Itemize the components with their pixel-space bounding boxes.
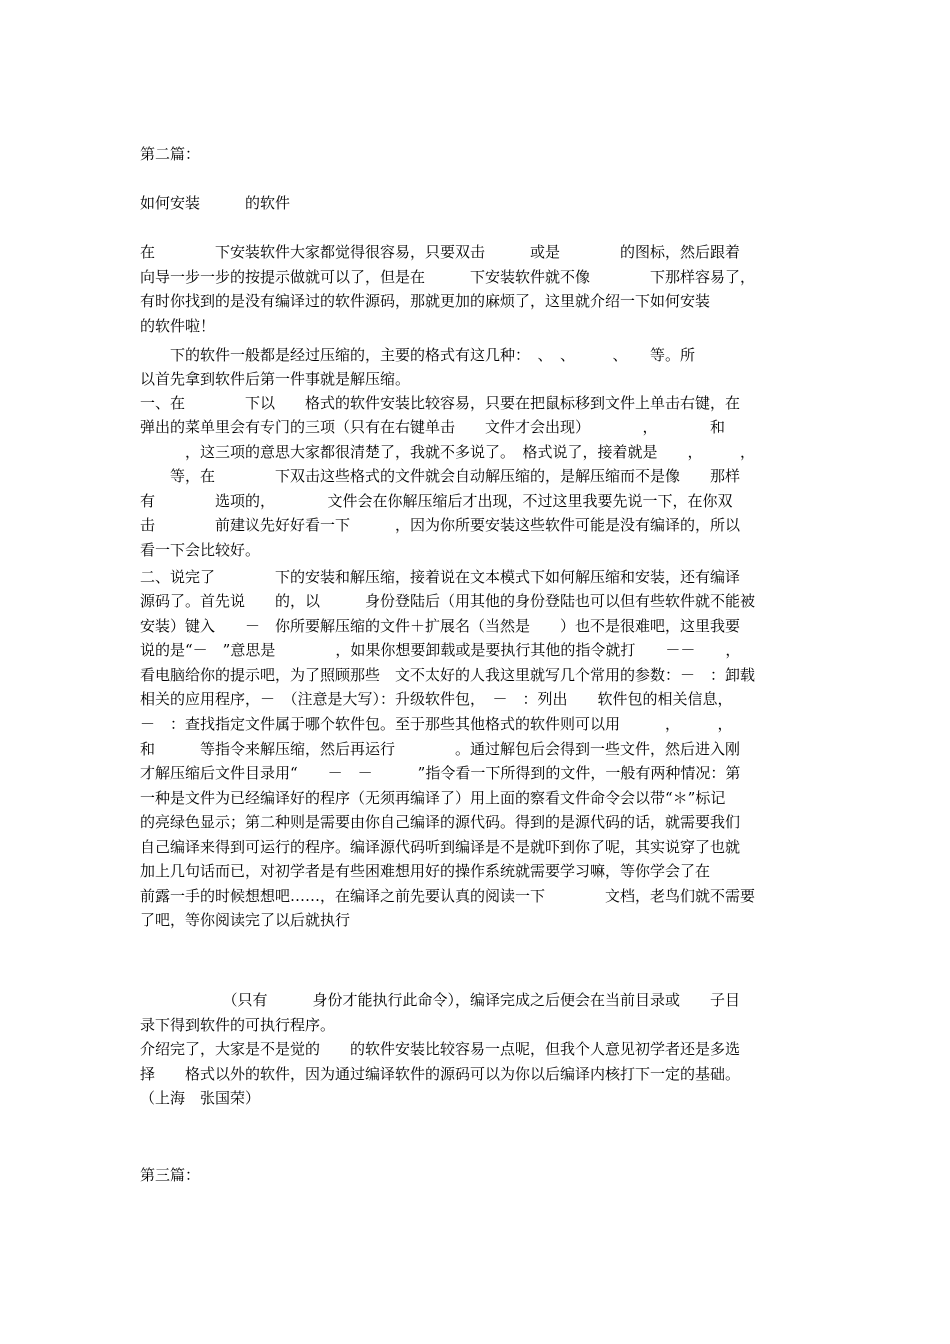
paragraph-line: 和 等指令来解压缩，然后再运行 。通过解包后会得到一些文件，然后进入刚 (140, 740, 741, 758)
paragraph-line: 介绍完了，大家是不是觉的 的软件安装比较容易一点呢，但我个人意见初学者还是多选 (140, 1040, 741, 1058)
paragraph-line: 弹出的菜单里会有专门的三项（只有在右键单击 文件才会出现） ， 和 (140, 418, 726, 436)
paragraph-line: ，这三项的意思大家都很清楚了，我就不多说了。 格式说了，接着就是 ， ， (140, 443, 756, 461)
paragraph-line: （上海 张国荣） (140, 1089, 261, 1107)
paragraph-line: 等，在 下双击这些格式的文件就会自动解压缩的，是解压缩而不是像 那样 (140, 467, 741, 485)
paragraph-line: 击 前建议先好好看一下 ，因为你所要安装这些软件可能是没有编译的，所以 (140, 516, 741, 534)
paragraph-line: － ：查找指定文件属于哪个软件包。至于那些其他格式的软件则可以用 ， ， (140, 715, 733, 733)
paragraph-line: （只有 身份才能执行此命令），编译完成之后便会在当前目录或 子目 (140, 991, 741, 1009)
section-heading-part2: 第二篇： (140, 145, 201, 163)
paragraph-line: 看一下会比较好。 (140, 541, 261, 559)
paragraph-line: 的亮绿色显示；第二种则是需要由你自己编译的源代码。得到的是源代码的话，就需要我们 (140, 813, 741, 831)
paragraph-line: 择 格式以外的软件，因为通过编译软件的源码可以为你以后编译内核打下一定的基础。 (140, 1065, 741, 1083)
paragraph-line: 才解压缩后文件目录用“ － － ”指令看一下所得到的文件，一般有两种情况：第 (140, 764, 741, 782)
paragraph-line: 说的是“－ ”意思是 ，如果你想要卸载或是要执行其他的指令就打 －－ ， (140, 641, 741, 659)
paragraph-line: 有 选项的， 文件会在你解压缩后才出现，不过这里我要先说一下，在你双 (140, 492, 733, 510)
paragraph-line: 看电脑给你的提示吧，为了照顾那些 文不太好的人我这里就写几个常用的参数：－ ：卸载 (140, 666, 756, 684)
paragraph-line: 有时你找到的是没有编译过的软件源码，那就更加的麻烦了，这里就介绍一下如何安装 (140, 292, 711, 310)
paragraph-line: 加上几句话而已，对初学者是有些困难想用好的操作系统就需要学习嘛，等你学会了在 (140, 862, 711, 880)
article-title: 如何安装 的软件 (140, 194, 291, 212)
paragraph-line: 录下得到软件的可执行程序。 (140, 1016, 336, 1034)
paragraph-line: 二、说完了 下的安装和解压缩，接着说在文本模式下如何解压缩和安装，还有编译 (140, 568, 741, 586)
paragraph-line: 的软件啦！ (140, 317, 216, 335)
paragraph-line: 一种是文件为已经编译好的程序（无须再编译了）用上面的察看文件命令会以带“＊”标记 (140, 789, 726, 807)
paragraph-line: 了吧，等你阅读完了以后就执行 (140, 911, 351, 929)
paragraph-line: 安装）键入 － 你所要解压缩的文件＋扩展名（当然是 ）也不是很难吧，这里我要 (140, 617, 741, 635)
paragraph-line: 向导一步一步的按提示做就可以了，但是在 下安装软件就不像 下那样容易了， (140, 268, 756, 286)
paragraph-line: 自己编译来得到可运行的程序。编译源代码听到编译是不是就吓到你了呢，其实说穿了也就 (140, 838, 741, 856)
paragraph-line: 前露一手的时候想想吧……，在编译之前先要认真的阅读一下 文档，老鸟们就不需要 (140, 887, 756, 905)
paragraph-line: 在 下安装软件大家都觉得很容易，只要双击 或是 的图标，然后跟着 (140, 243, 741, 261)
paragraph-line: 相关的应用程序，－ （注意是大写）：升级软件包， － ：列出 软件包的相关信息， (140, 690, 733, 708)
paragraph-line: 源码了。首先说 的，以 身份登陆后（用其他的身份登陆也可以但有些软件就不能被 (140, 592, 756, 610)
paragraph-line: 以首先拿到软件后第一件事就是解压缩。 (140, 370, 411, 388)
paragraph-line: 一、在 下以 格式的软件安装比较容易，只要在把鼠标移到文件上单击右键，在 (140, 394, 741, 412)
paragraph-line: 下的软件一般都是经过压缩的，主要的格式有这几种： 、 、 、 等。所 (140, 346, 696, 364)
section-heading-part3: 第三篇： (140, 1166, 201, 1184)
